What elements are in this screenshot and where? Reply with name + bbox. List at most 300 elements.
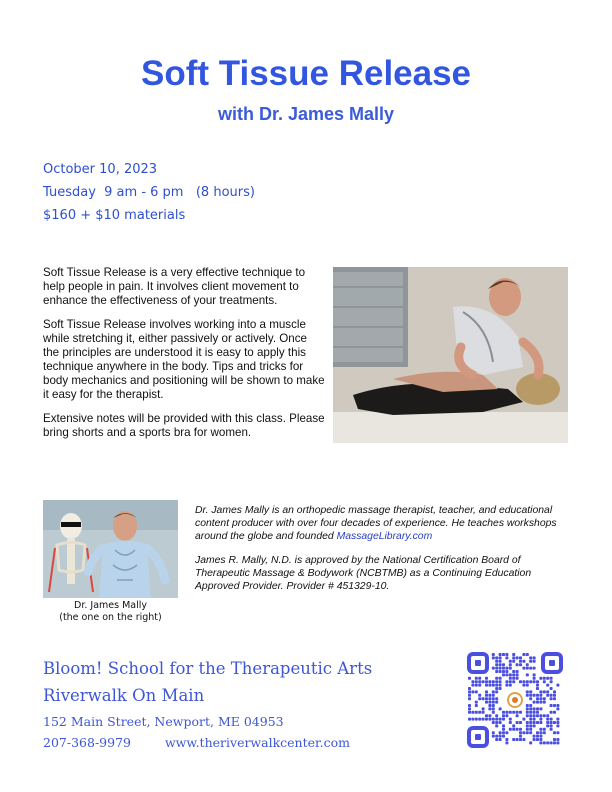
qr-module [546,718,549,721]
phone-number[interactable]: 207-368-9979 [43,735,131,750]
qr-module [478,694,481,697]
qr-module [526,663,529,666]
qr-module [478,697,481,700]
qr-module [492,680,495,683]
qr-module [519,731,522,734]
qr-module [512,711,515,714]
qr-module [492,701,495,704]
qr-module [502,711,505,714]
qr-module [546,721,549,724]
qr-module [471,680,474,683]
qr-module [488,714,491,717]
qr-module [539,721,542,724]
qr-module [550,741,553,744]
qr-module [546,690,549,693]
qr-module [529,656,532,659]
qr-module [543,728,546,731]
qr-module [485,714,488,717]
qr-module [502,663,505,666]
qr-module [553,721,556,724]
qr-module [536,697,539,700]
qr-module [499,680,502,683]
qr-module [495,738,498,741]
qr-module [536,711,539,714]
qr-module [492,684,495,687]
qr-module [529,728,532,731]
qr-module [536,680,539,683]
qr-module [539,718,542,721]
qr-module [553,731,556,734]
qr-module [556,718,559,721]
qr-module [519,735,522,738]
qr-module [526,653,529,656]
qr-module [516,721,519,724]
qr-module [519,680,522,683]
qr-module [475,684,478,687]
qr-module [495,677,498,680]
qr-module [512,670,515,673]
qr-module [519,660,522,663]
qr-module [509,721,512,724]
qr-module [468,704,471,707]
qr-module [492,667,495,670]
qr-module [519,738,522,741]
qr-module [529,704,532,707]
qr-module [509,711,512,714]
qr-module [519,663,522,666]
qr-module [526,673,529,676]
qr-module [543,680,546,683]
qr-module [550,724,553,727]
address: 152 Main Street, Newport, ME 04953 [43,714,284,729]
qr-module [499,707,502,710]
instructor-photo-caption [43,600,178,624]
qr-module [509,677,512,680]
qr-module [543,741,546,744]
qr-module [499,653,502,656]
qr-module [516,673,519,676]
qr-code[interactable] [467,652,563,748]
qr-module [492,694,495,697]
qr-module [529,690,532,693]
qr-module [495,697,498,700]
qr-module [502,653,505,656]
qr-module [468,697,471,700]
qr-module [488,718,491,721]
qr-module [499,738,502,741]
qr-module [533,677,536,680]
qr-module [475,677,478,680]
qr-module [529,711,532,714]
qr-module [516,738,519,741]
qr-module [502,714,505,717]
qr-module [536,684,539,687]
description-paragraph: Soft Tissue Release involves working into a muscle while stretching it, either passively or actively. Once the principles are understood it is easy to apply this technique anywhere in the body. Tips and tricks for body mechanics and positioning will be shown to make it easy for the therapist. [43,318,325,401]
qr-module [509,718,512,721]
description-paragraph: Soft Tissue Release is a very effective technique to help people in pain. It involves client movement to enhance the effectiveness of your treatments. [43,266,306,307]
qr-module [495,670,498,673]
qr-module [522,667,525,670]
qr-module [553,711,556,714]
qr-module [539,677,542,680]
massagelibrary-link[interactable]: MassageLibrary.com [336,531,433,542]
qr-module [526,684,529,687]
qr-module [526,731,529,734]
event-price: $160 + $10 materials [43,208,186,223]
qr-module [539,701,542,704]
bio-paragraph-approval: James R. Mally, N.D. is approved by the National Certification Board of Therapeutic Massage & Bodywork (NCBTMB) as a Continuing Education Approved Provider. Provider # 451329-10. [195,555,532,592]
qr-module [502,728,505,731]
qr-module [478,711,481,714]
qr-module [499,735,502,738]
qr-module [509,728,512,731]
qr-module [495,714,498,717]
qr-module [499,660,502,663]
qr-module [471,711,474,714]
qr-module [529,741,532,744]
qr-module [533,660,536,663]
qr-module [533,680,536,683]
qr-module [546,694,549,697]
qr-module [533,694,536,697]
qr-module [505,680,508,683]
qr-module [539,707,542,710]
qr-module [485,694,488,697]
instructor-with-skeleton-illustration [43,500,178,598]
qr-module [499,684,502,687]
qr-module [516,670,519,673]
qr-module [553,741,556,744]
qr-module [519,656,522,659]
qr-module [468,687,471,690]
qr-module [488,697,491,700]
qr-module [556,707,559,710]
qr-module [543,690,546,693]
qr-module [495,680,498,683]
qr-module [550,718,553,721]
caption-note: (the one on the right) [59,612,162,623]
qr-module [482,718,485,721]
instructor-bio [195,504,570,604]
qr-module [471,690,474,693]
qr-module [526,694,529,697]
qr-module [512,724,515,727]
qr-module [546,741,549,744]
qr-module [533,701,536,704]
qr-module [485,697,488,700]
qr-module [495,684,498,687]
website-link[interactable]: www.theriverwalkcenter.com [164,735,350,750]
qr-module [495,687,498,690]
qr-module [509,663,512,666]
qr-module [526,707,529,710]
qr-module [502,735,505,738]
qr-module [519,728,522,731]
page-title: Soft Tissue Release [140,54,472,93]
qr-module [485,684,488,687]
qr-module [505,653,508,656]
qr-module [529,724,532,727]
qr-module [512,680,515,683]
qr-module [526,704,529,707]
qr-module [495,721,498,724]
qr-module [475,711,478,714]
qr-module [539,741,542,744]
qr-module [533,718,536,721]
qr-module [536,714,539,717]
footer [43,655,372,753]
qr-module [536,701,539,704]
qr-module [519,711,522,714]
qr-module [488,684,491,687]
qr-module [505,714,508,717]
event-details [43,158,255,227]
qr-module [505,741,508,744]
qr-module [478,677,481,680]
qr-module [529,660,532,663]
qr-module [533,714,536,717]
qr-module [533,711,536,714]
qr-module [485,680,488,683]
course-description [43,266,326,450]
qr-module [509,684,512,687]
qr-module [550,704,553,707]
qr-module [488,704,491,707]
qr-module [539,694,542,697]
qr-module [468,677,471,680]
qr-module [526,667,529,670]
qr-module [526,721,529,724]
qr-module [485,701,488,704]
qr-module [488,680,491,683]
qr-module [529,680,532,683]
qr-module [522,680,525,683]
qr-module [526,680,529,683]
qr-module [529,731,532,734]
qr-module [502,724,505,727]
qr-module [550,721,553,724]
qr-module [505,731,508,734]
qr-module [529,694,532,697]
qr-module [536,738,539,741]
qr-module [543,731,546,734]
qr-module [536,735,539,738]
qr-module [550,728,553,731]
qr-module [505,673,508,676]
qr-module [492,704,495,707]
qr-module [495,724,498,727]
description-paragraph: Extensive notes will be provided with this class. Please bring shorts and a sports bra for women. [43,412,325,439]
qr-module [475,701,478,704]
qr-module [512,738,515,741]
qr-module [471,718,474,721]
qr-module [512,656,515,659]
qr-module [468,718,471,721]
contact-line [43,733,372,753]
qr-module [488,707,491,710]
qr-module [512,677,515,680]
qr-module [475,690,478,693]
qr-module [502,670,505,673]
instructor-photo [43,500,178,598]
qr-module [499,687,502,690]
qr-module [495,690,498,693]
qr-module [492,721,495,724]
qr-module [492,707,495,710]
qr-module [529,718,532,721]
qr-module [553,704,556,707]
qr-module [556,724,559,727]
qr-module [505,656,508,659]
qr-module [482,697,485,700]
qr-module [539,697,542,700]
qr-module [533,656,536,659]
qr-module [478,680,481,683]
qr-module [471,684,474,687]
qr-module [468,690,471,693]
qr-module [519,721,522,724]
qr-module [495,667,498,670]
qr-module [495,656,498,659]
qr-module [543,701,546,704]
qr-module [482,707,485,710]
qr-module [533,667,536,670]
qr-module [522,660,525,663]
qr-module [556,741,559,744]
qr-module [492,735,495,738]
qr-module [495,701,498,704]
qr-module [516,663,519,666]
qr-module [492,697,495,700]
qr-module [550,694,553,697]
qr-module [499,718,502,721]
qr-module [522,653,525,656]
qr-module [536,707,539,710]
qr-module [533,738,536,741]
qr-module [526,724,529,727]
qr-module [505,670,508,673]
qr-module [543,697,546,700]
qr-module [505,684,508,687]
qr-module [529,714,532,717]
qr-module [553,738,556,741]
caption-name: Dr. James Mally [74,600,147,611]
qr-module [539,728,542,731]
qr-module [516,714,519,717]
qr-module [553,697,556,700]
page-subtitle: with Dr. James Mally [217,104,395,124]
qr-module [502,673,505,676]
qr-module [485,677,488,680]
qr-module [512,653,515,656]
qr-module [550,677,553,680]
qr-module [526,690,529,693]
qr-module [526,711,529,714]
qr-module [492,718,495,721]
qr-module [556,684,559,687]
qr-module [495,660,498,663]
qr-module [550,711,553,714]
qr-module [522,731,525,734]
qr-module [509,660,512,663]
qr-module [533,724,536,727]
qr-module [529,721,532,724]
qr-module [468,711,471,714]
qr-module [485,718,488,721]
qr-module [482,711,485,714]
qr-module [492,656,495,659]
qr-module [516,711,519,714]
qr-module [533,673,536,676]
qr-module [492,690,495,693]
qr-module [505,667,508,670]
qr-module [556,738,559,741]
qr-module [482,680,485,683]
qr-module [526,728,529,731]
qr-module [522,738,525,741]
qr-module [516,677,519,680]
qr-module [475,704,478,707]
qr-module [539,738,542,741]
school-name: Bloom! School for the Therapeutic Arts [43,659,373,678]
qr-module [533,707,536,710]
qr-module [512,673,515,676]
qr-module [550,687,553,690]
qr-module [546,677,549,680]
qr-module [533,735,536,738]
qr-module [539,690,542,693]
qr-module [492,653,495,656]
qr-module [529,697,532,700]
qr-module [505,711,508,714]
qr-module [536,694,539,697]
qr-module [468,707,471,710]
qr-module [492,711,495,714]
qr-module [556,731,559,734]
qr-module [499,667,502,670]
massage-demo-photo [333,267,568,443]
qr-module [468,694,471,697]
qr-module [536,721,539,724]
qr-module [543,714,546,717]
qr-module [553,694,556,697]
qr-module [522,718,525,721]
qr-module [539,731,542,734]
qr-module [495,718,498,721]
qr-module [499,677,502,680]
qr-module [488,694,491,697]
qr-module [495,663,498,666]
event-date: October 10, 2023 [43,162,158,177]
qr-module [478,718,481,721]
venue-name: Riverwalk On Main [43,686,205,705]
qr-module [502,718,505,721]
qr-module [499,656,502,659]
qr-module [529,707,532,710]
qr-code-graphic [467,652,563,748]
qr-module [495,735,498,738]
qr-module [512,728,515,731]
qr-module [499,663,502,666]
qr-module [522,684,525,687]
qr-module [478,684,481,687]
qr-module [556,721,559,724]
qr-module [502,667,505,670]
qr-module [546,714,549,717]
qr-module [539,735,542,738]
qr-module [505,738,508,741]
qr-module [526,714,529,717]
